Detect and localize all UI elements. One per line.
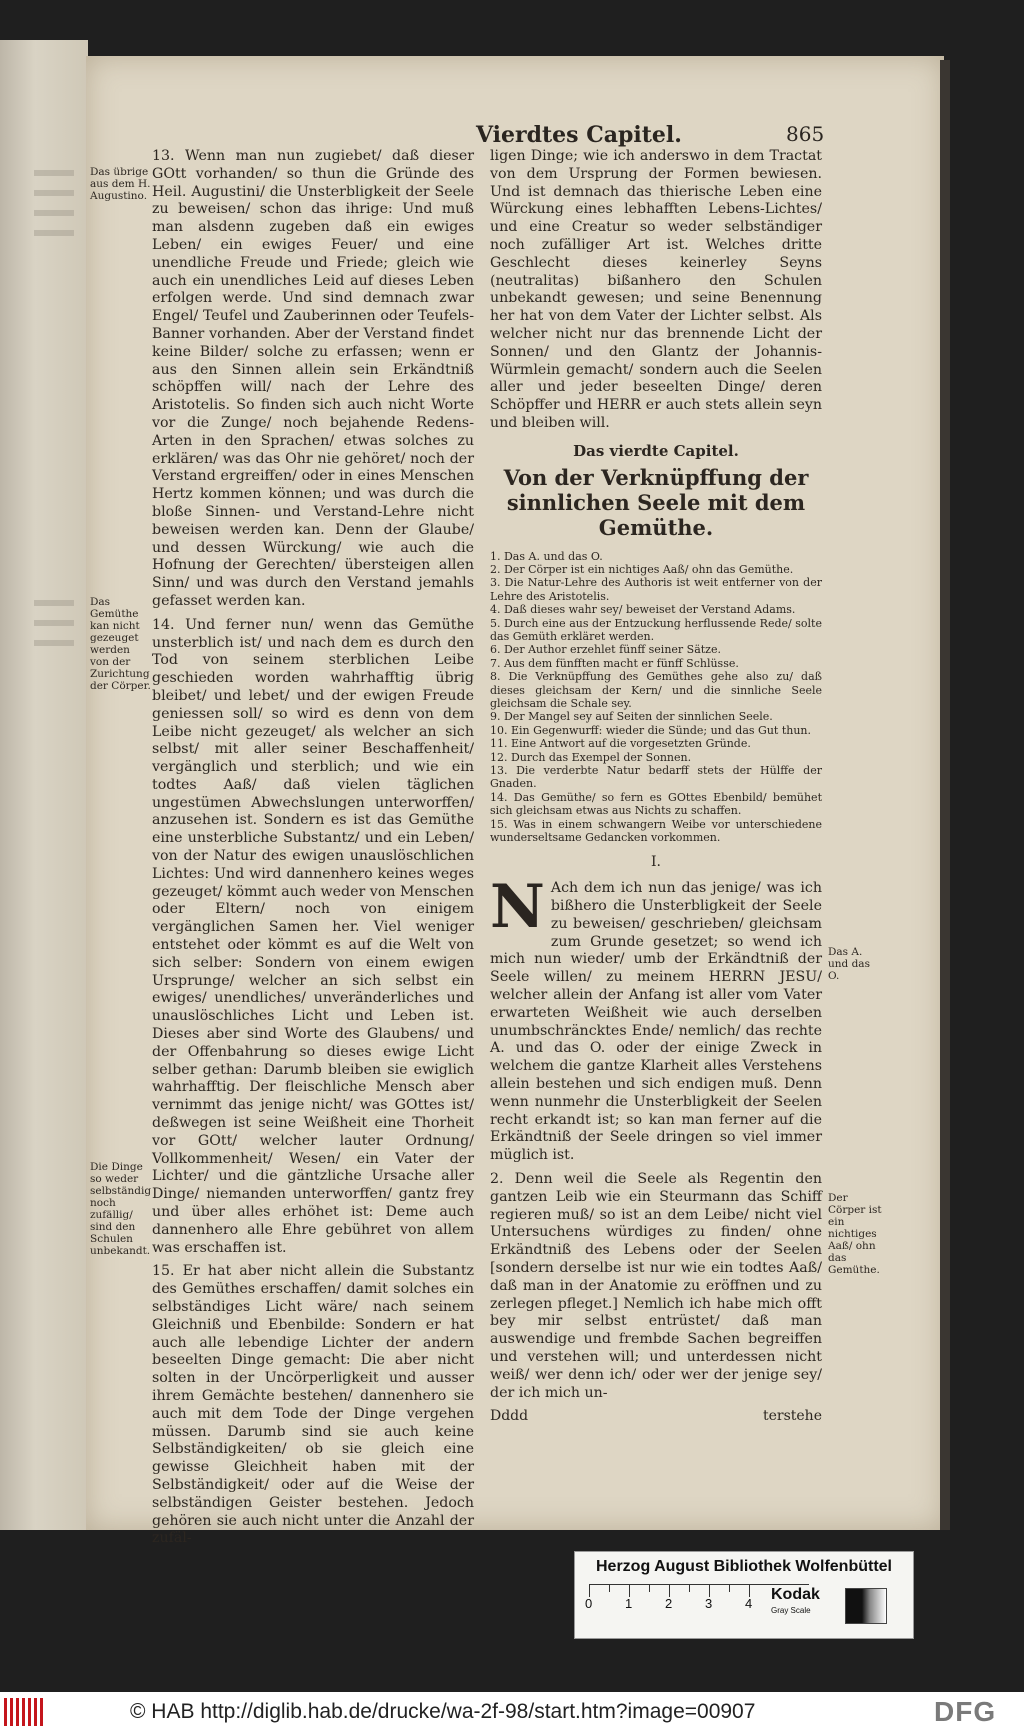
paragraph-15: 15. Er hat aber nicht allein die Substantz des Gemüthes erschaffen/ damit solches ein selbständiges Licht wäre/ nach seinem Gleichniß und Ebenbilde: Sondern er hat auch alle lebendige Lichter der andern beseelten Dinge gemacht: Die aber nicht solten in der Uncörperligkeit und ausser ihrem Gemächte bestehen/ dannenhero sie auch mit dem Tode der Dinge vergehen müssen. Darumb sind sie auch keine Selbständigkeiten/ ob sie gleich eine gewisse Gleichheit haben mit der Selbständigkeit/ oder auf die Weise der selbständigen Geister bestehen. Jedoch gehören sie auch nicht unter die Anzahl der zufäl- bbox=[152, 1263, 474, 1547]
contents-item: 5. Durch eine aus der Entzuckung herflussende Rede/ solte das Gemüth erkläret werden. bbox=[490, 616, 822, 643]
contents-item: 7. Aus dem fünfften macht er fünff Schlüsse. bbox=[490, 656, 739, 670]
paragraph-continued: ligen Dinge; wie ich anderswo in dem Tractat von dem Ursprung der Formen bewiesen. Und ist demnach das thierische Leben eine Würckung eines lebhafften Lebens-Lichtes/ und eine Creatur so weder selbständiger noch zufälliger Art ist. Welches dritte Geschlecht dieses keinerley Seyns (neutralitas) bißanhero den Schulen unbekandt gewesen; und seine Benennung her hat von dem Vater der Lichter selbst. Als welcher nicht nur das brennende Licht der Sonnen/ und den Glantz der Johannis-Würmlein gemacht/ sondern auch die Seelen aller und jeder beseelten Dinge/ deren Schöpffer und HERR er auch stets allein seyn und bleiben will. bbox=[490, 148, 822, 431]
catchword: terstehe bbox=[762, 1408, 822, 1425]
scale-number: 3 bbox=[705, 1596, 713, 1611]
book-page bbox=[86, 56, 944, 1547]
paragraph-1 bbox=[490, 872, 822, 1165]
scale-number: 1 bbox=[625, 1596, 633, 1611]
signature-mark: Dddd bbox=[490, 1408, 529, 1425]
contents-item: 1. Das A. und das O. bbox=[490, 549, 603, 563]
scale-tick bbox=[609, 1585, 610, 1592]
chapter-contents bbox=[490, 550, 822, 845]
margin-note: Die Dinge so weder selbständig noch zufällig/ sind den Schulen unbekandt. bbox=[90, 1161, 152, 1257]
page-edge-shadow bbox=[940, 60, 950, 1530]
bleed-through-text bbox=[34, 620, 74, 626]
facing-page-edge bbox=[0, 40, 88, 1530]
contents-item: 2. Der Cörper ist ein nichtiges Aaß/ ohn das Gemüthe. bbox=[490, 562, 794, 576]
section-number: I. bbox=[651, 854, 661, 871]
contents-item: 14. Das Gemüthe/ so fern es GOttes Ebenbild/ bemühet sich gleichsam etwas aus Nichts zu schaffen. bbox=[490, 790, 822, 818]
library-color-target bbox=[574, 1551, 914, 1639]
margin-note: Das A. und das O. bbox=[828, 946, 870, 982]
scale-tick bbox=[689, 1585, 690, 1592]
hab-logo-icon bbox=[4, 1698, 46, 1726]
running-title: Vierdtes Capitel. bbox=[476, 122, 682, 148]
gray-scale-caption: Gray Scale bbox=[771, 1606, 811, 1615]
contents-item: 10. Ein Gegenwurff: wieder die Sünde; und das Gut thun. bbox=[490, 723, 812, 737]
gray-scale-patch bbox=[845, 1588, 887, 1624]
chapter-title: Von der Verknüpffung der sinnlichen Seele mit dem Gemüthe. bbox=[503, 464, 809, 540]
contents-item: 9. Der Mangel sey auf Seiten der sinnlichen Seele. bbox=[490, 710, 773, 724]
margin-note: Das übrige aus dem H. Augustino. bbox=[90, 166, 151, 202]
paragraph-13: 13. Wenn man nun zugiebet/ daß dieser GOtt vorhanden/ so thun die Gründe des Heil. Augustini/ die Unsterbligkeit der Seele zu beweisen/ schon das ihrige: Und muß man alsdenn zugeben daß ein ewiges Leben/ ein ewiges Feuer/ und eine unendliche Freude und Friede; gleich wie auch ein unendliches Leid auf dieses Leben erfolgen werde. Und sind demnach zwar Engel/ Teufel und Zauberinnen oder Teufels-Banner vorhanden. Aber der Verstand findet keine Bilder/ solche zu erfassen; wenn er aus den Sinnen allein sein Erkändtniß schöpffen will/ nach der Lehre des Aristotelis. So finden sich auch nicht Worte vor die Zunge/ noch bejahende Redens-Arten in den Sprachen/ etwas solches zu erklären/ was das Ohr nie gehöret/ noch der Verstand ergreiffen/ oder in eines Menschen Hertz kommen können; und was durch die bloße Sinnen- und Verstand-Lehre nicht beweisen werden kan. Denn der Glaube/ und dessen Würckung/ wie auch die Hofnung der Gerechten/ übersteigen allen Sinn/ und was durch den Verstand jemahls gefasset werden kan. bbox=[152, 148, 474, 609]
paragraph-2: 2. Denn weil die Seele als Regentin den gantzen Leib wie ein Steurmann das Schiff regieren muß/ so ist an dem Leibe/ nicht viel Untersuchens würdiges zu finden/ ohne Erkändtniß des Lebens oder der Seelen [sondern derselbe ist nur wie ein todtes Aaß/ daß man in der Anatomie zu eröffnen und zu zerlegen pfleget.] Nemlich ich habe mich offt bey mir selbst entrüstet/ daß man auswendige und frembde Sachen begreiffen und verstehen will; und unterdessen nicht weiß/ wer denn ich/ oder wer der jenige sey/ der ich mich un- bbox=[490, 1171, 822, 1401]
scale-number: 2 bbox=[665, 1596, 673, 1611]
kodak-logo: Kodak bbox=[771, 1586, 820, 1603]
contents-item: 13. Die verderbte Natur bedarff stets der Hülffe der Gnaden. bbox=[490, 764, 822, 791]
right-column bbox=[490, 148, 822, 1426]
scale-number: 0 bbox=[585, 1596, 593, 1611]
contents-item: 6. Der Author erzehlet fünff seiner Sätze. bbox=[490, 643, 721, 657]
paragraph-1-text: Ach dem ich nun das jenige/ was ich bißhero die Unsterbligkeit der Seele zu beweisen/ geschrieben/ gleichsam zum Grunde gesetzet; so wend ich mich nun wieder/ umb der Erkändtniß der Seele willen/ zu meinem HERRN JESU/ welcher allein der Anfang ist aller vom Vater erwarteten Weißheit wie auch derselben unumbschräncktes Ende/ nemlich/ das rechte A. und das O. oder der einige Zweck in welchem die gantze Klarheit alles Verstehens allein bestehen und sich endigen muß. Denn wenn nunmehr die Unsterbligkeit der Seelen recht erkandt ist; so kan man ferner auf die Erkändtniß der Seele dringen so viel immer müglich ist. bbox=[490, 880, 822, 1164]
bleed-through-text bbox=[34, 190, 74, 196]
margin-note: Der Cörper ist ein nichtiges Aaß/ ohn das Gemüthe. bbox=[828, 1192, 882, 1276]
contents-item: 12. Durch das Exempel der Sonnen. bbox=[490, 750, 692, 764]
bleed-through-text bbox=[34, 600, 74, 606]
source-url[interactable]: © HAB http://diglib.hab.de/drucke/wa-2f-98/start.htm?image=00907 bbox=[130, 1700, 756, 1723]
scale-number: 4 bbox=[745, 1596, 753, 1611]
bleed-through-text bbox=[34, 210, 74, 216]
chapter-number: Das vierdte Capitel. bbox=[573, 441, 739, 460]
page-number: 865 bbox=[786, 122, 825, 146]
scale-tick bbox=[649, 1585, 650, 1592]
bleed-through-text bbox=[34, 170, 74, 176]
bleed-through-text bbox=[34, 640, 74, 646]
paragraph-14: 14. Und ferner nun/ wenn das Gemüthe unsterblich ist/ und nach dem es durch den Tod von seinem sterblichen Leibe geschieden worden wahrhafftig übrig bleibet/ und lebet/ und der ewigen Freude geniessen soll/ so wird es denn von dem Leibe nicht gezeuget/ als welcher an sich selbst/ mit aller seiner Beschaffenheit/ vergänglich und sterblich; und wie ein todtes Aaß/ daß vielen täglichen ungestümen Abwechslungen unterworffen/ anzusehen ist. Sondern es ist das Gemüthe eine unsterbliche Substantz/ und ein Leben/ von der Natur des ewigen unauslöschlichen Lichtes: Und wird dannenhero keines weges gezeuget/ kömmt auch weder von Menschen oder Eltern/ noch von einigem vergänglichen Samen her. Viel weniger entstehet oder kömmt es auf die Welt von sich selber: Sondern von einem ewigen Ursprunge/ welcher an sich selbst ein ewiges/ unendliches/ unveränderliches und unauslöschliches Licht und Leben ist. Dieses aber sind Worte des Glaubens/ und der Offenbahrung so dieses ewige Licht selber gethan: Darumb bleiben sie ewiglich wahrhafftig. Der fleischliche Mensch aber vernimmt das jenige nicht/ was GOttes ist/ deßwegen ist seine Weißheit eine Thorheit vor GOtt/ welcher lauter Ordnung/ Vollkommenheit/ Wesen/ ein Vater der Lichter/ und die gäntzliche Ursache aller Dinge/ niemanden unterworffen/ gantz frey und über alles erhöhet ist: Deme auch dannenhero alle Ehre gebühret von allem was erschaffen ist. bbox=[152, 616, 474, 1256]
decorated-initial: N bbox=[490, 872, 545, 943]
contents-item: 3. Die Natur-Lehre des Authoris ist weit entferner von der Lehre des Aristotelis. bbox=[490, 576, 822, 603]
contents-item: 8. Die Verknüpffung des Gemüthes gehe also zu/ daß dieses gleichsam der Kern/ und die sinnliche Seele gleichsam die Schale sey. bbox=[490, 670, 822, 711]
bleed-through-text bbox=[34, 230, 74, 236]
library-name: Herzog August Bibliothek Wolfenbüttel bbox=[596, 1558, 892, 1575]
left-column bbox=[152, 148, 474, 1554]
margin-note: Das Gemüthe kan nicht gezeuget werden von der Zurichtung der Cörper. bbox=[90, 596, 151, 692]
footer-bar bbox=[0, 1692, 1024, 1732]
page-foot bbox=[490, 1408, 822, 1426]
contents-item: 15. Was in einem schwangern Weibe vor unterschiedene wunderseltsame Gedancken vorkommen. bbox=[490, 817, 822, 845]
dfg-logo: DFG bbox=[934, 1696, 997, 1727]
scale-tick bbox=[729, 1585, 730, 1592]
contents-item: 11. Eine Antwort auf die vorgesetzten Gründe. bbox=[490, 737, 751, 751]
contents-item: 4. Daß dieses wahr sey/ beweiset der Verstand Adams. bbox=[490, 603, 796, 617]
